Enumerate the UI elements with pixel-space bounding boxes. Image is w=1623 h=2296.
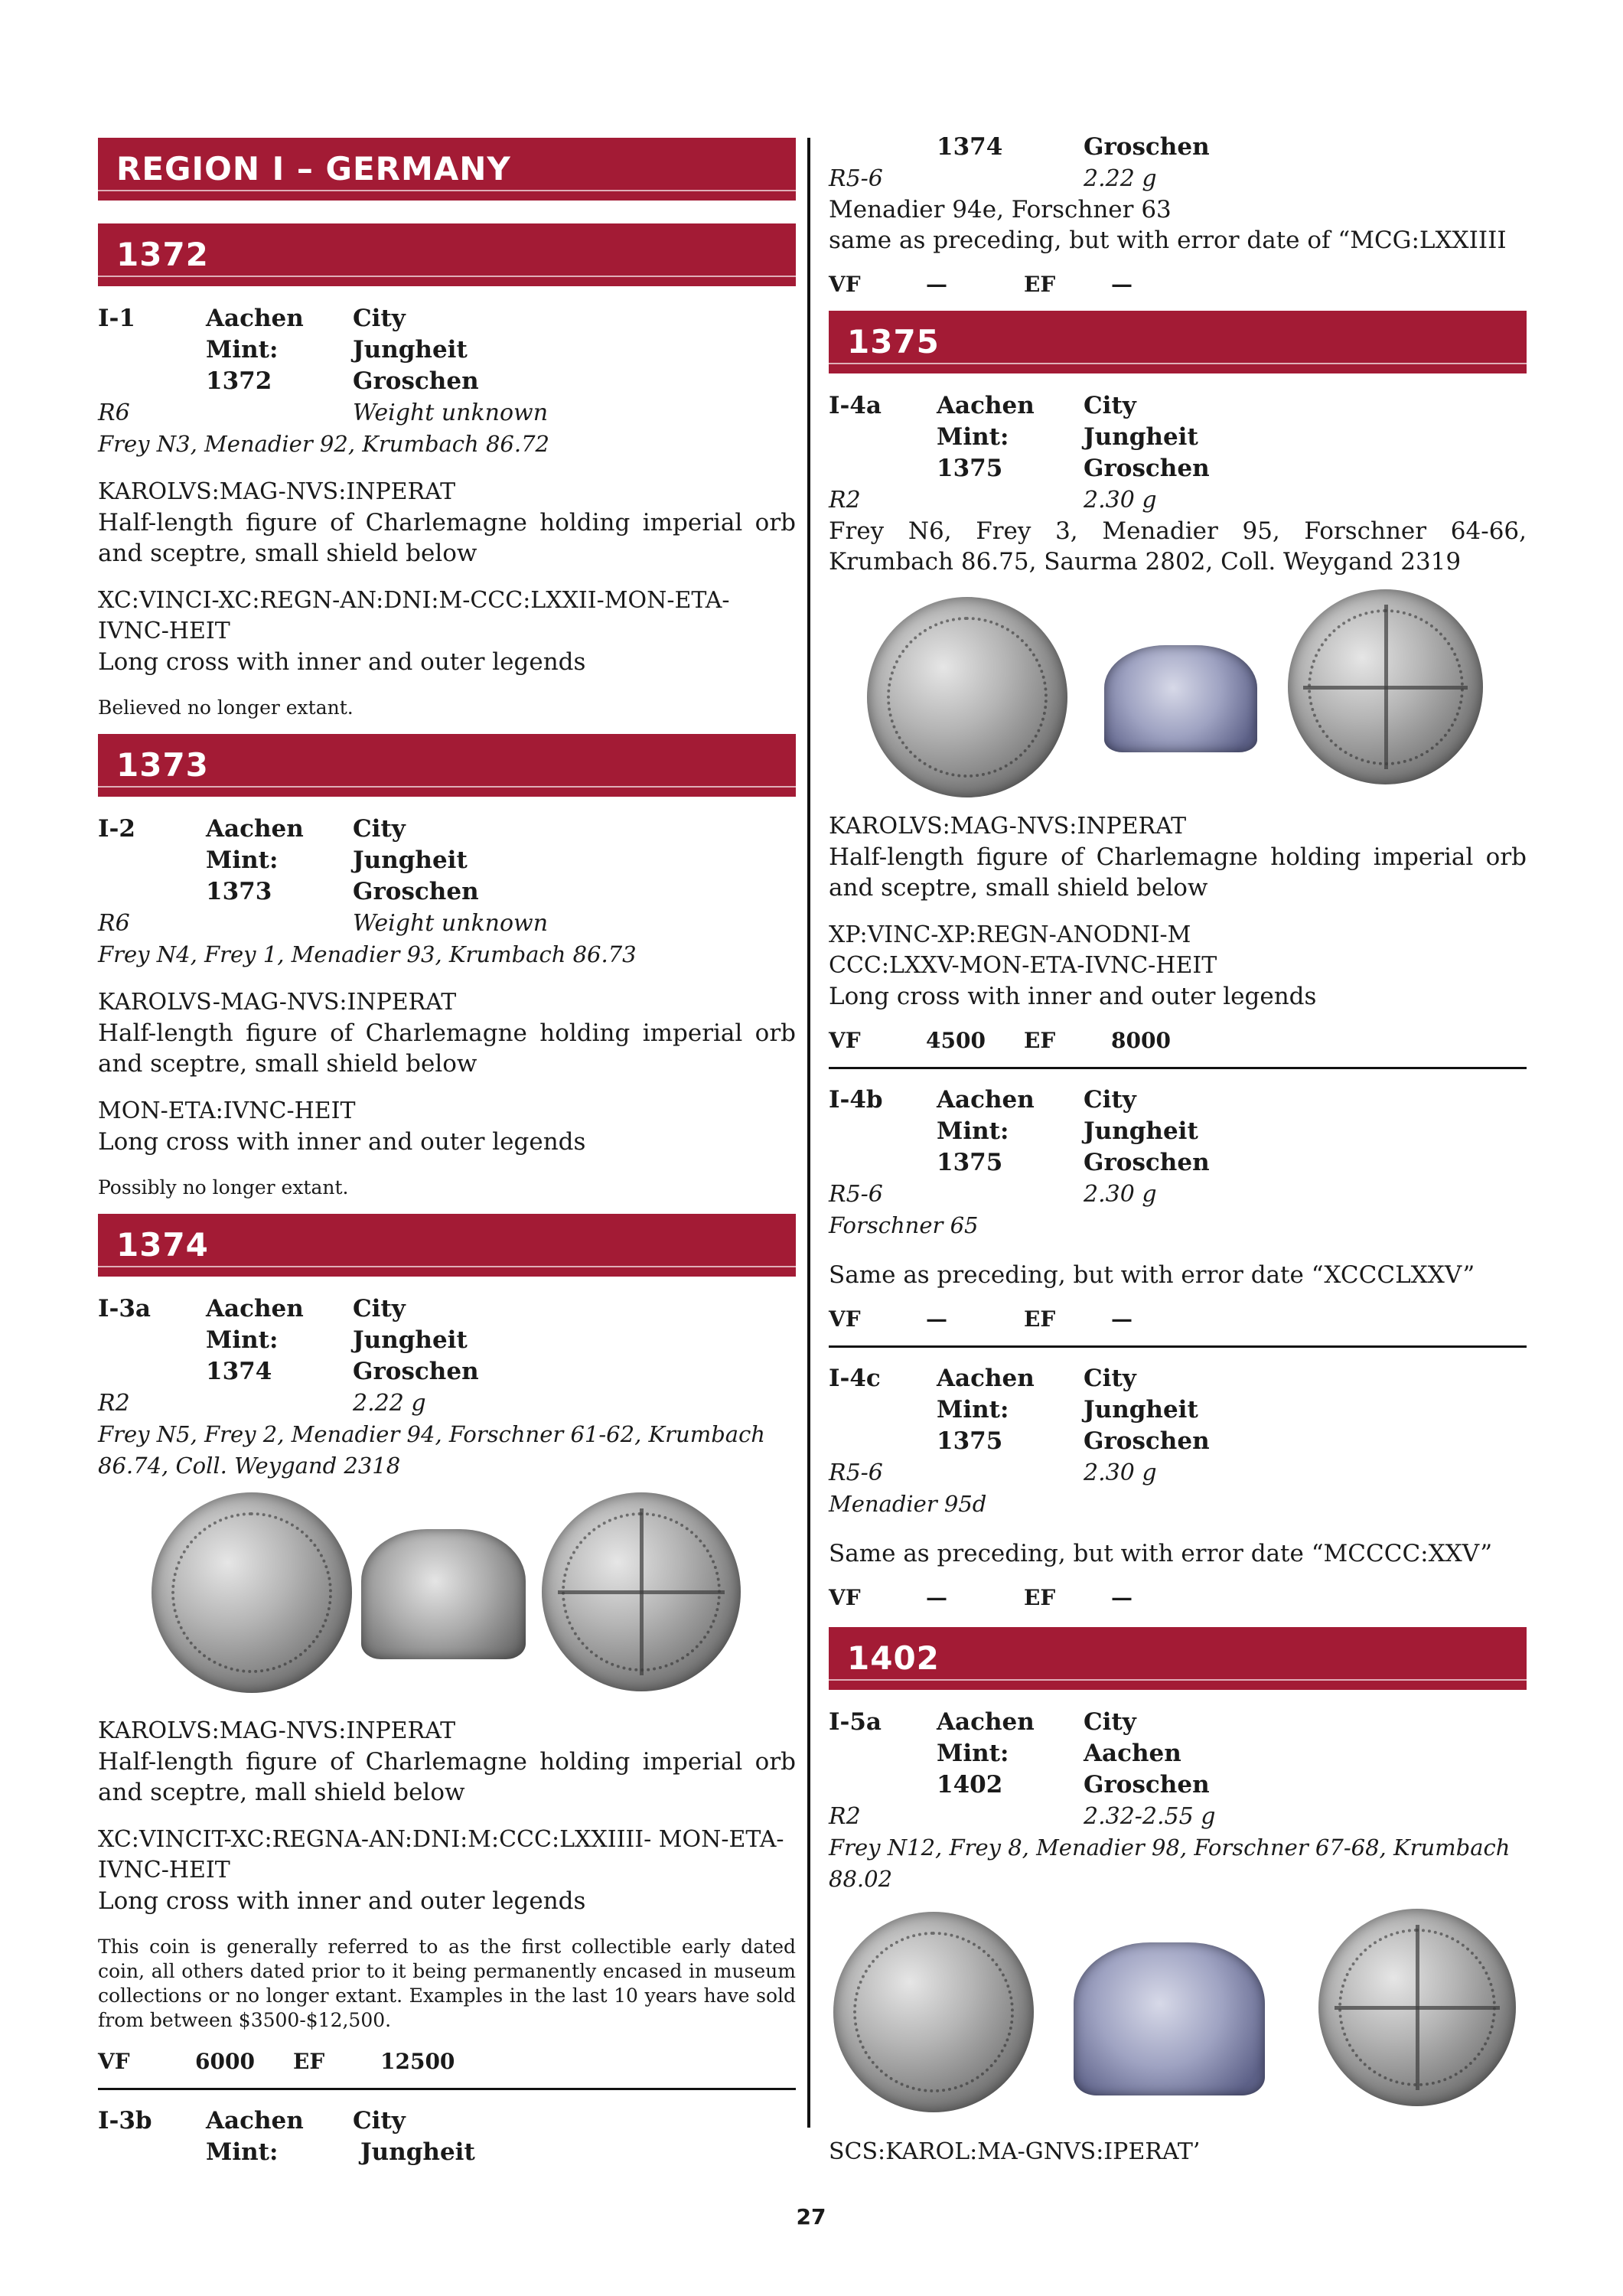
- mint-label: Mint:: [206, 336, 279, 364]
- coin-date: 1375: [937, 1427, 1003, 1455]
- references: Frey N12, Frey 8, Menadier 98, Forschner 67-68, Krumbach 88.02: [829, 1835, 1511, 1892]
- entry-header: [98, 1293, 796, 1388]
- obverse-legend: KAROLVS:MAG-NVS:INPERAT: [98, 1717, 456, 1744]
- mint-name: Aachen: [937, 1365, 1035, 1392]
- year-header-1402: 1402: [829, 1627, 1527, 1690]
- denomination: Groschen: [353, 367, 479, 395]
- coin-obverse-image: [833, 1912, 1034, 2112]
- coin-date: 1373: [206, 878, 272, 905]
- mint-type: City: [353, 2107, 406, 2135]
- mint-master: Jungheit: [353, 1326, 468, 1354]
- denomination: Groschen: [1084, 1149, 1210, 1176]
- references: Frey N6, Frey 3, Menadier 95, Forschner 64-66, Krumbach 86.75, Saurma 2802, Coll. Weygand 2319: [829, 517, 1527, 576]
- rarity: R2: [829, 1803, 861, 1830]
- column-divider: [807, 138, 810, 2128]
- entry-header: [829, 1707, 1527, 1801]
- catalog-number: I-1: [98, 305, 135, 332]
- references: Frey N5, Frey 2, Menadier 94, Forschner 61-62, Krumbach 86.74, Coll. Weygand 2318: [98, 1421, 765, 1479]
- rarity: R6: [98, 400, 130, 426]
- obverse-description: Half-length figure of Charlemagne holding imperial orb and sceptre, small shield below: [829, 843, 1527, 902]
- mint-label: Mint:: [937, 1117, 1009, 1145]
- catalog-number: I-4c: [829, 1365, 881, 1392]
- ef-label: EF: [1024, 1306, 1056, 1332]
- entry-header: [829, 390, 1527, 484]
- mint-type: City: [1084, 1708, 1136, 1736]
- mint-type: City: [1084, 392, 1136, 419]
- coin-reverse-image: [1318, 1909, 1516, 2106]
- denomination: Groschen: [353, 878, 479, 905]
- mint-type: City: [353, 815, 406, 843]
- mint-name: Aachen: [206, 305, 304, 332]
- reverse-description: Long cross with inner and outer legends: [98, 1887, 586, 1915]
- entry-header: [829, 1084, 1527, 1179]
- ef-label: EF: [1024, 272, 1056, 297]
- reverse-legend: XP:VINC-XP:REGN-ANODNI-M CCC:LXXV-MON-ETA-IVNC-HEIT: [829, 921, 1217, 979]
- entry-note: Possibly no longer extant.: [98, 1176, 349, 1199]
- rarity: R5-6: [829, 1459, 883, 1486]
- references: Forschner 65: [829, 1212, 979, 1238]
- catalog-entry-i1: [98, 303, 796, 720]
- value-row: [829, 1583, 1527, 1613]
- catalog-number: I-4b: [829, 1086, 883, 1114]
- ef-label: EF: [293, 2049, 325, 2074]
- rarity: R2: [829, 487, 861, 514]
- references: Menadier 94e, Forschner 63: [829, 196, 1172, 223]
- rarity-weight: [829, 163, 1527, 194]
- weight: Weight unknown: [353, 400, 549, 426]
- catalog-entry-i3a: [98, 1293, 796, 2090]
- entry-separator: [829, 1067, 1527, 1069]
- references: Frey N3, Menadier 92, Krumbach 86.72: [98, 431, 549, 457]
- mint-label: Mint:: [206, 1326, 279, 1354]
- year-header-1375: 1375: [829, 311, 1527, 373]
- weight: 2.22 g: [353, 1390, 426, 1417]
- mint-name: Aachen: [937, 1708, 1035, 1736]
- mint-master: Jungheit: [353, 846, 468, 874]
- left-column: [98, 138, 796, 2168]
- rarity-weight: [829, 1801, 1527, 1832]
- rarity: R5-6: [829, 1181, 883, 1208]
- reverse-description: Long cross with inner and outer legends: [829, 983, 1317, 1010]
- vf-value: —: [926, 272, 947, 297]
- ef-label: EF: [1024, 1585, 1056, 1610]
- mint-master: Jungheit: [353, 336, 468, 364]
- mint-type: City: [353, 1295, 406, 1322]
- obverse-legend: SCS:KAROL:MA-GNVS:IPERAT’: [829, 2138, 1201, 2165]
- vf-value: —: [926, 1306, 947, 1332]
- mint-label: Mint:: [937, 423, 1009, 451]
- entry-description: Same as preceding, but with error date “MCCCC:XXV”: [829, 1540, 1493, 1567]
- obverse-description: Half-length figure of Charlemagne holding imperial orb and sceptre, mall shield below: [98, 1748, 796, 1806]
- coin-images: [829, 1906, 1527, 2120]
- denomination: Groschen: [1084, 455, 1210, 482]
- vf-label: VF: [829, 272, 861, 297]
- ef-label: EF: [1024, 1028, 1056, 1053]
- coin-date: 1402: [937, 1771, 1003, 1799]
- obverse-description: Half-length figure of Charlemagne holding imperial orb and sceptre, small shield below: [98, 509, 796, 567]
- entry-description: same as preceding, but with error date of “MCG:LXXIIII: [829, 227, 1507, 254]
- weight: 2.32-2.55 g: [1084, 1803, 1216, 1830]
- coin-date: 1375: [937, 455, 1003, 482]
- reverse-description: Long cross with inner and outer legends: [98, 1128, 586, 1156]
- vf-label: VF: [98, 2049, 130, 2074]
- denomination: Groschen: [1084, 1427, 1210, 1455]
- weight: 2.30 g: [1084, 487, 1157, 514]
- region-header: REGION I – GERMANY: [98, 138, 796, 201]
- rarity-weight: [829, 1457, 1527, 1489]
- references: Frey N4, Frey 1, Menadier 93, Krumbach 86.73: [98, 941, 637, 967]
- rarity-weight: [98, 397, 796, 429]
- vf-value: 4500: [926, 1028, 986, 1053]
- vf-label: VF: [829, 1306, 861, 1332]
- obverse-legend: KAROLVS-MAG-NVS:INPERAT: [98, 989, 457, 1016]
- references: Menadier 95d: [829, 1491, 987, 1517]
- catalog-number: I-4a: [829, 392, 882, 419]
- entry-header: [98, 2105, 796, 2168]
- catalog-number: I-5a: [829, 1708, 882, 1736]
- catalog-entry-i2: [98, 814, 796, 1200]
- value-row: [829, 269, 1527, 300]
- catalog-entry-i4a: [829, 390, 1527, 1069]
- mint-type: City: [353, 305, 406, 332]
- mint-master: Jungheit: [1084, 1117, 1198, 1145]
- mint-name: Aachen: [206, 1295, 304, 1322]
- reverse-description: Long cross with inner and outer legends: [98, 648, 586, 676]
- rarity-weight: [98, 1388, 796, 1419]
- mint-name: Aachen: [937, 392, 1035, 419]
- weight: 2.30 g: [1084, 1181, 1157, 1208]
- coin-images: [98, 1492, 796, 1699]
- rarity-weight: [98, 908, 796, 939]
- obverse-legend: KAROLVS:MAG-NVS:INPERAT: [98, 478, 456, 505]
- coin-images: [829, 588, 1527, 794]
- rarity: R6: [98, 910, 130, 937]
- entry-header: [98, 303, 796, 397]
- coin-reverse-image: [542, 1492, 741, 1691]
- value-row: [829, 1026, 1527, 1056]
- coin-date: 1374: [937, 133, 1003, 161]
- vf-label: VF: [829, 1028, 861, 1053]
- page-number: 27: [796, 2204, 826, 2229]
- entry-header: [829, 1363, 1527, 1457]
- year-header-1373: 1373: [98, 734, 796, 797]
- coin-date: 1375: [937, 1149, 1003, 1176]
- coin-obverse-image: [152, 1492, 352, 1693]
- mint-label: Mint:: [937, 1396, 1009, 1424]
- vf-value: —: [926, 1585, 947, 1610]
- coin-date: 1372: [206, 367, 272, 395]
- rarity: R2: [98, 1390, 130, 1417]
- mint-name: Aachen: [206, 2107, 304, 2135]
- obverse-description: Half-length figure of Charlemagne holding imperial orb and sceptre, small shield below: [98, 1019, 796, 1078]
- value-row: [829, 1304, 1527, 1335]
- right-column: [829, 133, 1527, 2167]
- entry-note: Believed no longer extant.: [98, 696, 354, 719]
- reverse-legend: XC:VINCI-XC:REGN-AN:DNI:M-CCC:LXXII-MON-ETA-IVNC-HEIT: [98, 587, 730, 644]
- denomination: Groschen: [353, 1358, 479, 1385]
- entry-header: [829, 132, 1527, 163]
- denomination: Groschen: [1084, 1771, 1210, 1799]
- vf-value: 6000: [195, 2049, 255, 2074]
- year-header-1372: 1372: [98, 223, 796, 286]
- ef-value: —: [1111, 272, 1133, 297]
- reverse-legend: MON-ETA:IVNC-HEIT: [98, 1097, 356, 1124]
- ef-value: 8000: [1111, 1028, 1171, 1053]
- mint-master: Aachen: [1084, 1740, 1181, 1767]
- entry-note: This coin is generally referred to as the first collectible early dated coin, all others dated prior to it being permanently encased in museum collections or no longer extant. Examples in the last 10 years have sold from between $3500-$12,500.: [98, 1936, 796, 2031]
- catalog-entry-i3b-start: [98, 2105, 796, 2168]
- ef-value: —: [1111, 1585, 1133, 1610]
- catalog-number: I-3a: [98, 1295, 152, 1322]
- weight: Weight unknown: [353, 910, 549, 937]
- ef-value: 12500: [380, 2049, 455, 2074]
- rarity-weight: [829, 484, 1527, 516]
- reverse-legend: XC:VINCIT-XC:REGNA-AN:DNI:M:CCC:LXXIIII- MON-ETA-IVNC-HEIT: [98, 1826, 784, 1883]
- vf-label: VF: [829, 1585, 861, 1610]
- entry-separator: [829, 1345, 1527, 1348]
- entry-header: [98, 814, 796, 908]
- weight: 2.22 g: [1084, 165, 1157, 192]
- coin-reverse-image: [1288, 589, 1483, 784]
- mint-master: Jungheit: [360, 2138, 475, 2166]
- mint-label: Mint:: [206, 2138, 279, 2166]
- mint-name: Aachen: [206, 815, 304, 843]
- coin-obverse-image: [867, 597, 1067, 797]
- ef-value: —: [1111, 1306, 1133, 1332]
- coin-date: 1374: [206, 1358, 272, 1385]
- entry-description: Same as preceding, but with error date “XCCCLXXV”: [829, 1261, 1475, 1289]
- catalog-number: I-2: [98, 815, 135, 843]
- coin-fragment-image: [1074, 1942, 1265, 2095]
- mint-name: Aachen: [937, 1086, 1035, 1114]
- coin-fragment-image: [1104, 645, 1257, 752]
- catalog-entry-i5a: [829, 1707, 1527, 2167]
- mint-label: Mint:: [206, 846, 279, 874]
- catalog-entry-i4c: [829, 1363, 1527, 1613]
- weight: 2.30 g: [1084, 1459, 1157, 1486]
- catalog-number: I-3b: [98, 2107, 152, 2135]
- coin-fragment-image: [361, 1529, 526, 1659]
- obverse-legend: KAROLVS:MAG-NVS:INPERAT: [829, 813, 1187, 840]
- entry-separator: [98, 2088, 796, 2090]
- denomination: Groschen: [1084, 133, 1210, 161]
- mint-type: City: [1084, 1365, 1136, 1392]
- mint-type: City: [1084, 1086, 1136, 1114]
- year-header-1374: 1374: [98, 1214, 796, 1277]
- rarity-weight: [829, 1179, 1527, 1210]
- catalog-entry-i3b-continued: [829, 132, 1527, 300]
- mint-label: Mint:: [937, 1740, 1009, 1767]
- mint-master: Jungheit: [1084, 423, 1198, 451]
- catalog-entry-i4b: [829, 1084, 1527, 1348]
- mint-master: Jungheit: [1084, 1396, 1198, 1424]
- value-row: [98, 2047, 796, 2077]
- rarity: R5-6: [829, 165, 883, 192]
